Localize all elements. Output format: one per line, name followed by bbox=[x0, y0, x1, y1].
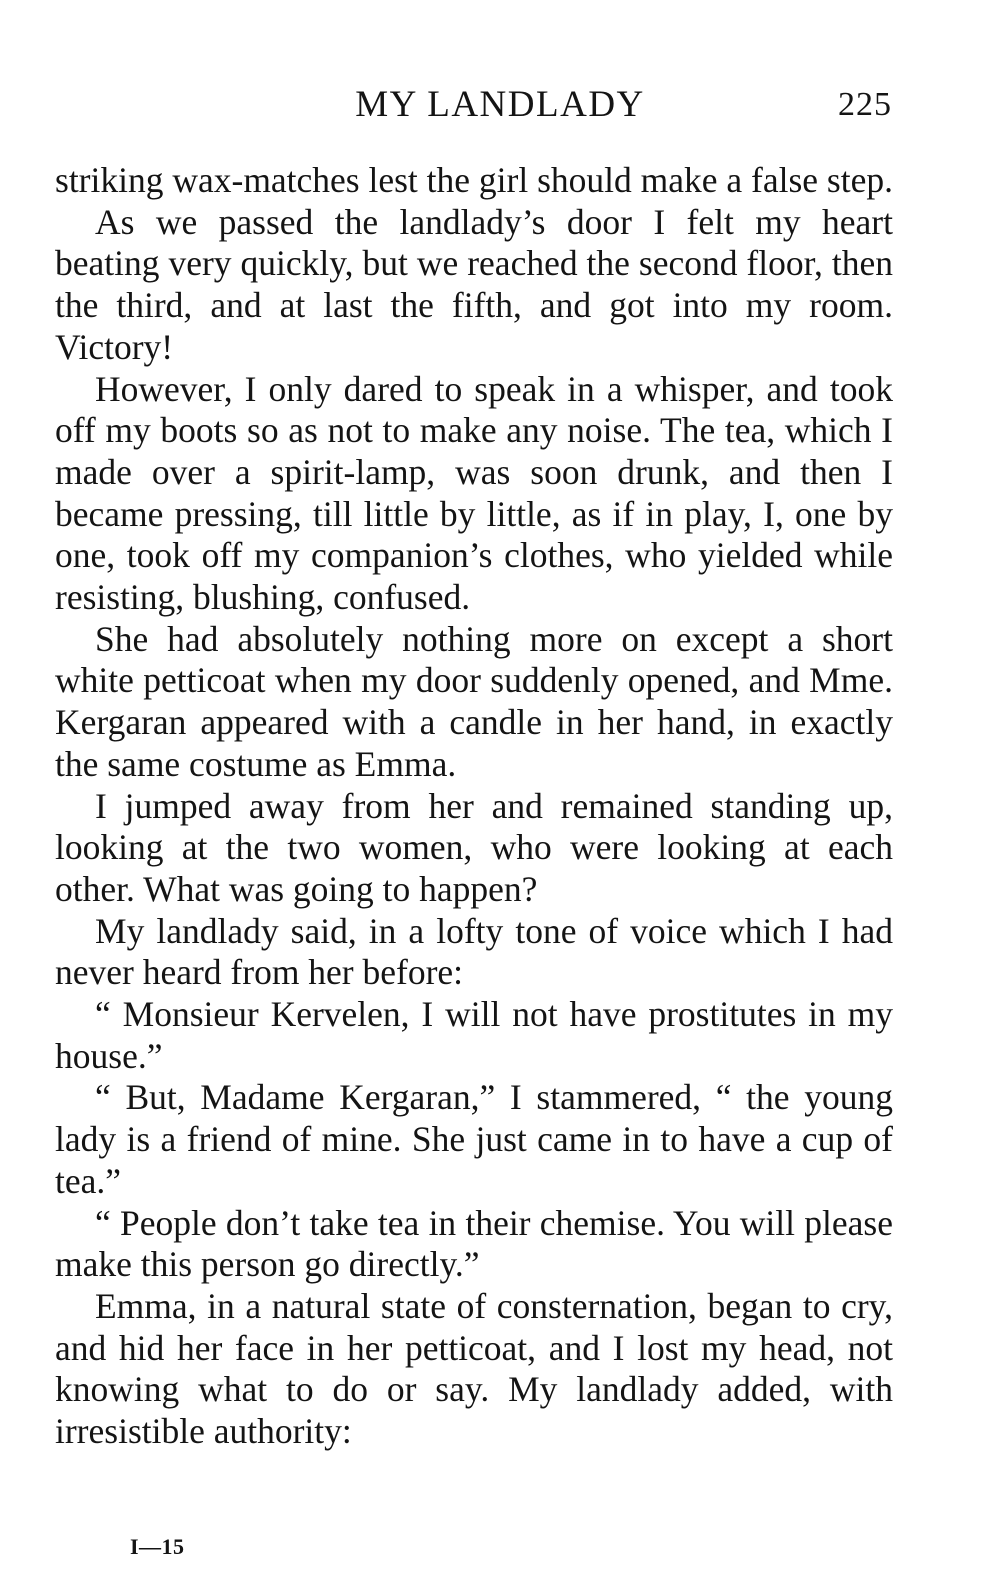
paragraph: “ Monsieur Kervelen, I will not have prostitutes in my house.” bbox=[55, 994, 893, 1076]
running-head bbox=[0, 80, 1000, 130]
paragraph: “ People don’t take tea in their chemise. You will please make this person go directly.” bbox=[55, 1202, 893, 1285]
signature-mark: I—15 bbox=[130, 1534, 185, 1559]
body-text bbox=[55, 160, 893, 1453]
paragraph: striking wax-matches lest the girl should make a false step. bbox=[55, 160, 893, 200]
paragraph: However, I only dared to speak in a whisper, and took off my boots so as not to make any noise. The tea, which I made over a spirit-lamp, was soon drunk, and then I became pressing, till little by little, as if in play, I, one by one, took off my companion’s clothes, who yielded while resisting, blushing, confused. bbox=[55, 368, 893, 618]
paragraph: I jumped away from her and remained standing up, looking at the two women, who were looking at each other. What was going to happen? bbox=[55, 785, 893, 909]
paragraph: She had absolutely nothing more on except a short white petticoat when my door suddenly opened, and Mme. Kergaran appeared with a candle in her hand, in exactly the same costume as Emma. bbox=[55, 618, 893, 784]
paragraph: Emma, in a natural state of consternation, began to cry, and hid her face in her petticoat, and I lost my head, not knowing what to do or say. My landlady added, with irresistible authority: bbox=[55, 1285, 893, 1452]
paragraph: My landlady said, in a lofty tone of voice which I had never heard from her before: bbox=[55, 910, 893, 993]
page-number: 225 bbox=[838, 86, 892, 123]
running-title: MY LANDLADY bbox=[355, 84, 645, 125]
paragraph: As we passed the landlady’s door I felt my heart beating very quickly, but we reached the second floor, then the third, and at last the fifth, and got into my room. Victory! bbox=[55, 201, 893, 367]
paragraph: “ But, Madame Kergaran,” I stammered, “ the young lady is a friend of mine. She just came in to have a cup of tea.” bbox=[55, 1077, 893, 1201]
